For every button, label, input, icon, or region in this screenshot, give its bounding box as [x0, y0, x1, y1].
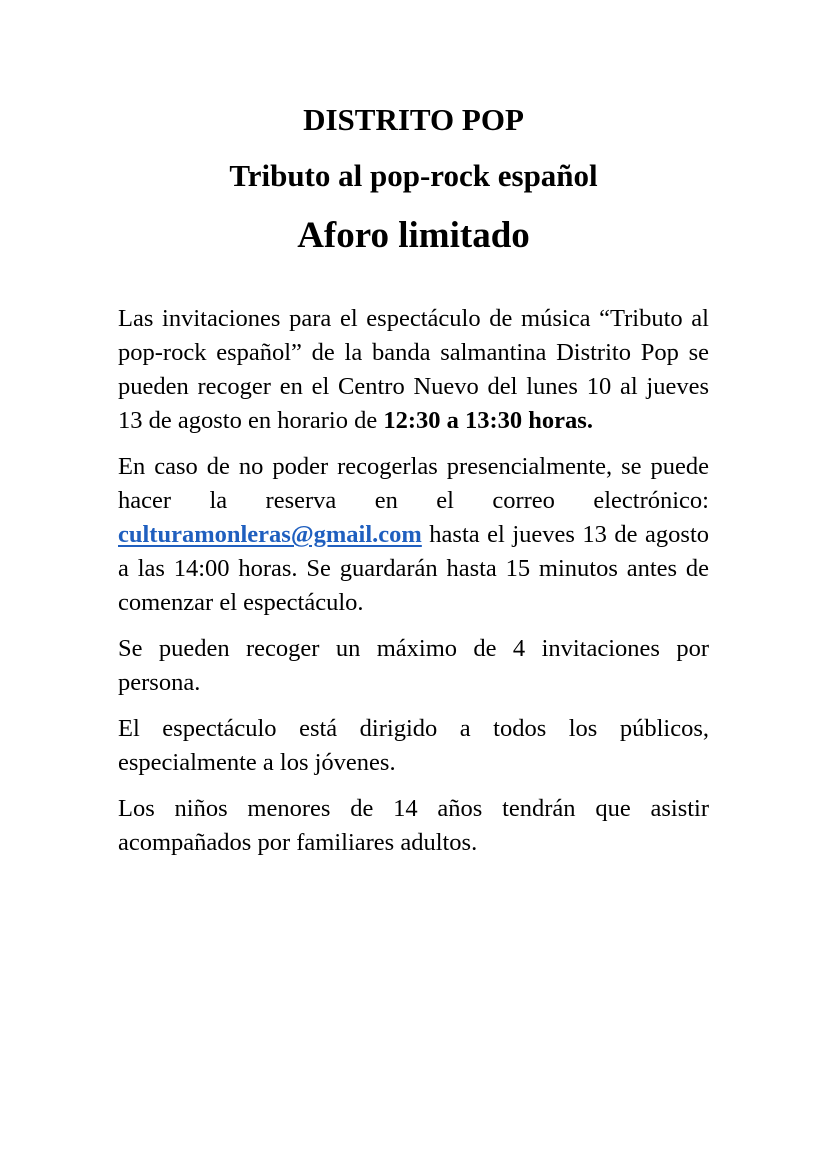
paragraph-audience: El espectáculo está dirigido a todos los públicos, especialmente a los jóvenes.: [118, 715, 709, 776]
reservation-text-before: En caso de no poder recogerlas presencialmente, se puede hacer la reserva en el correo electrónico:: [118, 453, 709, 514]
document-title: DISTRITO POP: [303, 102, 524, 137]
capacity-notice: Aforo limitado: [297, 215, 530, 256]
document-body: [118, 302, 709, 872]
schedule-hours: 12:30 a 13:30 horas.: [383, 407, 593, 434]
paragraph-invitations: [118, 302, 709, 438]
reservation-text-after: hasta el jueves 13 de agosto a las 14:00 horas. Se guardarán hasta 15 minutos antes de comenzar el espectáculo.: [118, 521, 709, 616]
document-subtitle: Tributo al pop-rock español: [229, 158, 598, 193]
paragraph-children: Los niños menores de 14 años tendrán que asistir acompañados por familiares adultos.: [118, 795, 709, 856]
paragraph-max-invitations: Se pueden recoger un máximo de 4 invitaciones por persona.: [118, 635, 709, 696]
invitations-text: Las invitaciones para el espectáculo de música “Tributo al pop-rock español” de la banda salmantina Distrito Pop se pueden recoger en el Centro Nuevo del lunes 10 al jueves 13 de agosto en horario de: [118, 305, 709, 434]
paragraph-reservation: [118, 450, 709, 620]
email-link[interactable]: culturamonleras@gmail.com: [118, 521, 422, 548]
